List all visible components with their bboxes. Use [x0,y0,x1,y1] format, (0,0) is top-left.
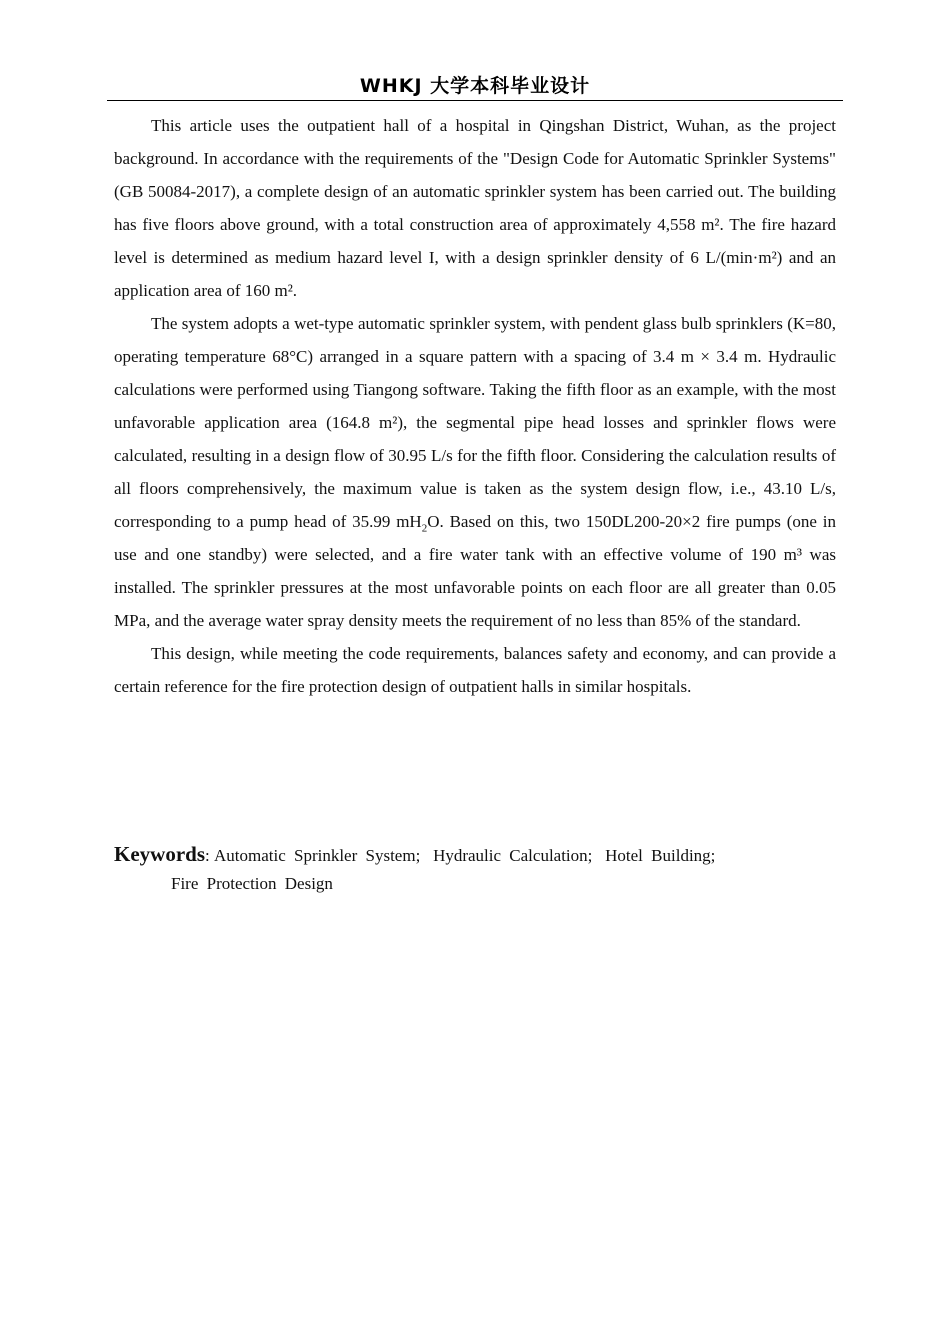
keyword-item: Hotel Building; [605,846,716,865]
abstract-body [114,109,836,703]
paragraph-text: This article uses the outpatient hall of a hospital in Qingshan District, Wuhan, as the project background. In accordance with the requirements of the "Design Code for Automatic Sprinkler Systems" (GB 50084-2017), a complete design of an automatic sprinkler system has been carried out. The building has five floors above ground, with a total construction area of approximately 4,558 m². The fire hazard level is determined as medium hazard level I, with a design sprinkler density of 6 L/(min·m²) and an application area of 160 m². [114,116,836,300]
keyword-item: Hydraulic Calculation; [433,846,593,865]
keywords-block [114,840,836,898]
header-rule [107,100,843,101]
abstract-paragraph-2 [114,307,836,637]
keywords-line-2 [114,870,836,898]
subscript-text: 2 [421,522,428,535]
paragraph-text: O. Based on this, two 150DL200-20×2 fire pumps (one in use and one standby) were selected, and a fire water tank with an effective volume of 190 m³ was installed. The sprinkler pressures at the most unfavorable points on each floor are all greater than 0.05 MPa, and the average water spray density meets the requirement of no less than 85% of the standard. [114,512,837,630]
abstract-paragraph-1 [114,109,836,307]
keywords-separator: : [205,846,210,865]
abstract-paragraph-3 [114,637,836,703]
keywords-label: Keywords [114,842,205,866]
running-header: WHKJ 大学本科毕业设计 [359,75,591,97]
keyword-item: Automatic Sprinkler System; [213,846,421,865]
keywords-line-1 [114,840,836,870]
keyword-item: Fire Protection Design [171,874,333,893]
paragraph-text: This design, while meeting the code requirements, balances safety and economy, and can provide a certain reference for the fire protection design of outpatient halls in similar hospitals. [114,644,836,696]
paragraph-text: The system adopts a wet-type automatic sprinkler system, with pendent glass bulb sprinklers (K=80, operating temperature 68°C) arranged in a square pattern with a spacing of 3.4 m × 3.4 m. Hydraulic calculations were performed using Tiangong software. Taking the fifth floor as an example, with the most unfavorable application area (164.8 m²), the segmental pipe head losses and sprinkler flows were calculated, resulting in a design flow of 30.95 L/s for the fifth floor. Considering the calculation results of all floors comprehensively, the maximum value is taken as the system design flow, i.e., 43.10 L/s, corresponding to a pump head of 35.99 mH [114,314,836,531]
